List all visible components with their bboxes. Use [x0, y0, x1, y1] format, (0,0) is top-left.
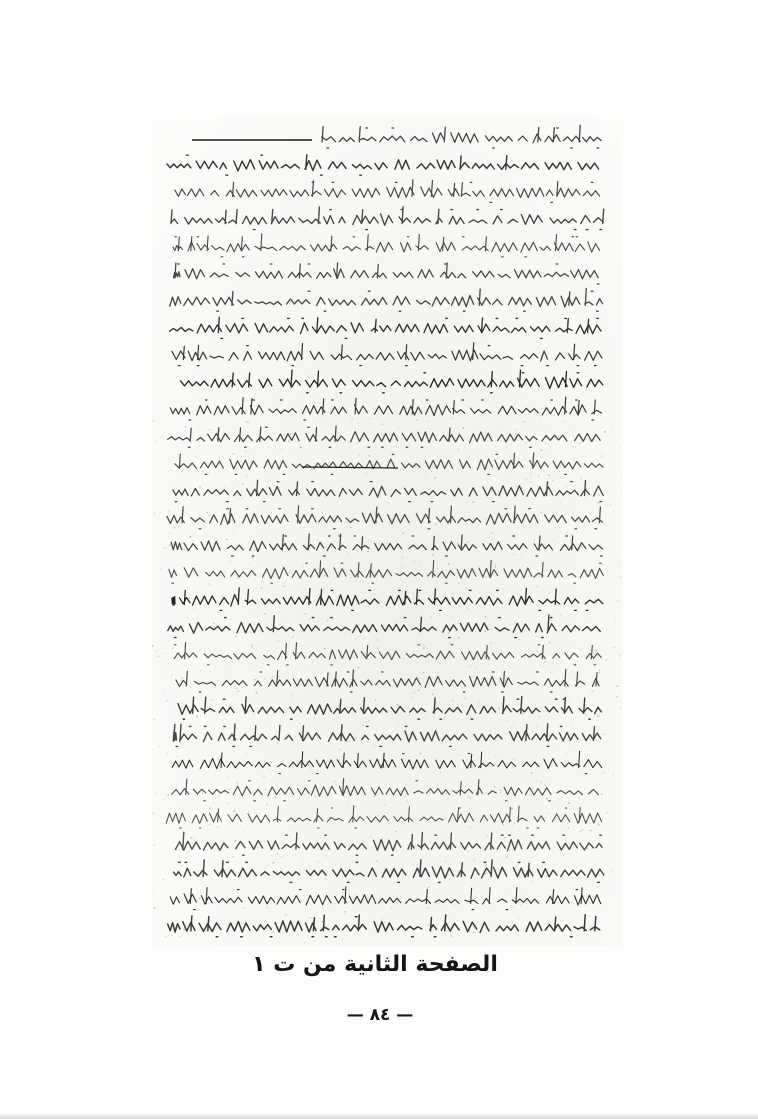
page-number: — ٨٤ —	[346, 1005, 414, 1025]
manuscript-line	[174, 263, 600, 284]
manuscript-line	[178, 697, 601, 720]
manuscript-line	[174, 643, 601, 665]
handwritten-text-image	[152, 118, 622, 946]
page-caption: الصفحة الثانية من ت ١	[252, 951, 498, 977]
manuscript-line	[170, 887, 601, 910]
manuscript-line	[166, 806, 601, 829]
manuscript-line	[172, 778, 599, 801]
manuscript-line	[173, 724, 601, 747]
manuscript-line	[174, 860, 604, 883]
manuscript-line	[173, 480, 603, 501]
manuscript-line	[170, 288, 603, 311]
manuscript-line	[168, 426, 601, 447]
manuscript-line	[181, 370, 603, 393]
manuscript-line	[171, 207, 604, 230]
manuscript-line	[322, 125, 601, 148]
manuscript-line	[176, 670, 599, 692]
manuscript-line	[172, 588, 603, 611]
manuscript-line	[173, 234, 600, 257]
manuscript-line	[175, 180, 600, 203]
scan-edge	[0, 1112, 758, 1119]
manuscript-line	[172, 751, 602, 773]
manuscript-line	[176, 832, 603, 855]
scan-noise	[152, 418, 622, 939]
manuscript-line	[168, 615, 601, 638]
manuscript-line	[168, 915, 600, 937]
manuscript-line	[169, 317, 601, 338]
manuscript-image	[152, 118, 622, 946]
manuscript-line	[167, 506, 602, 529]
manuscript-line	[169, 560, 603, 583]
manuscript-line	[170, 397, 601, 420]
manuscript-line	[172, 343, 602, 366]
manuscript-line	[171, 534, 602, 556]
manuscript-underline	[302, 467, 398, 468]
manuscript-line	[167, 155, 599, 175]
